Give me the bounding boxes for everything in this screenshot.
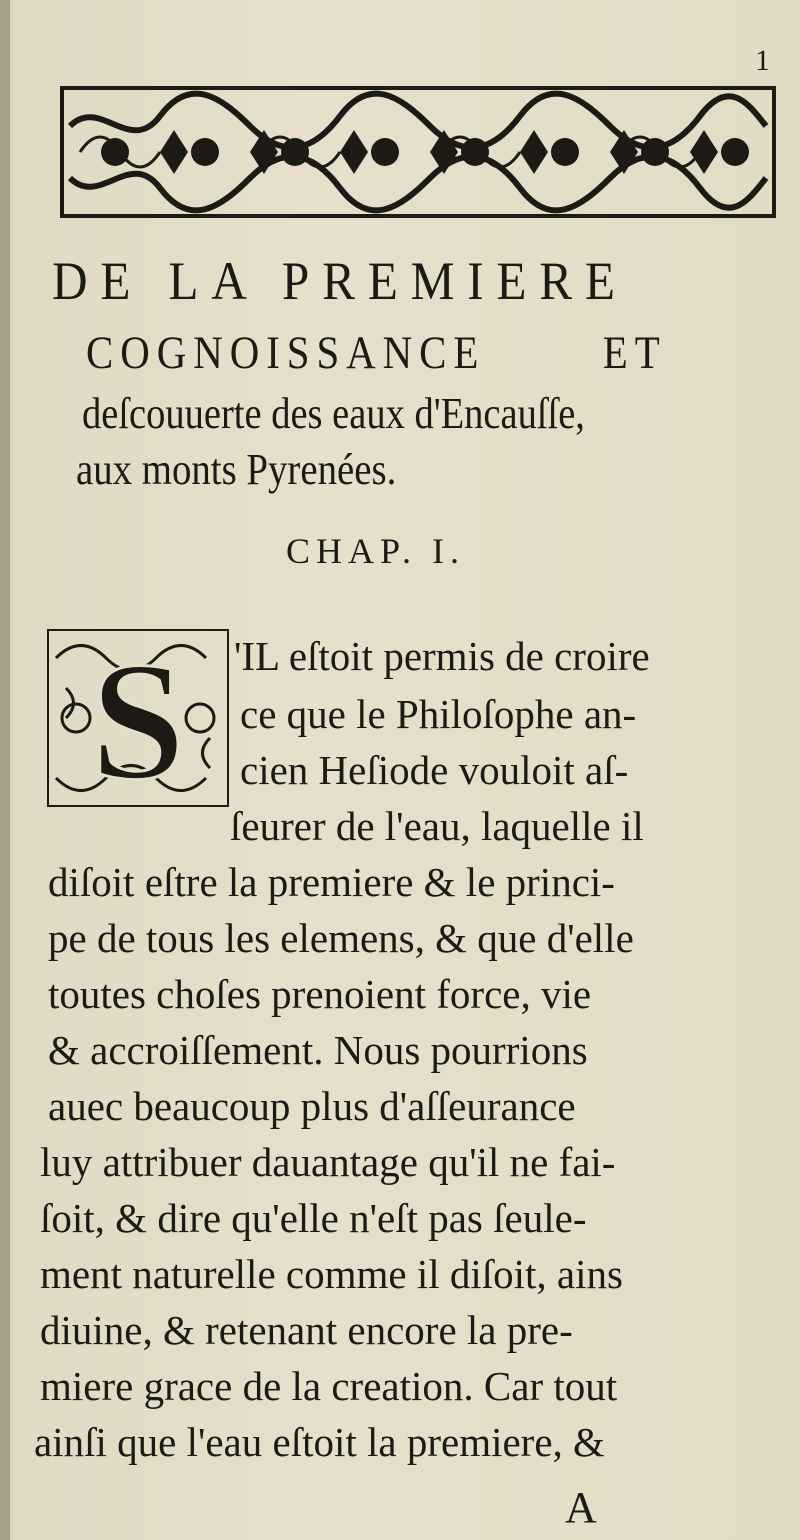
title-line-1: DE LA PREMIERE xyxy=(52,251,628,311)
title-line-2-word: COGNOISSANCE xyxy=(86,327,486,379)
title-line-4: aux monts Pyrenées. xyxy=(76,445,397,494)
body-line-11: ſoit, & dire qu'elle n'eſt pas ſeule- xyxy=(40,1195,587,1241)
body-line-15: ainſi que l'eau eſtoit la premiere, & xyxy=(34,1419,605,1465)
body-line-5: diſoit eſtre la premiere & le princi- xyxy=(48,859,615,905)
title-line-2-et: ET xyxy=(602,327,667,379)
body-line-8: & accroiſſement. Nous pourrions xyxy=(48,1027,588,1073)
title-line-2 xyxy=(86,326,782,380)
body-line-13: diuine, & retenant encore la pre- xyxy=(40,1307,573,1353)
body-line-4: ſeurer de l'eau, laquelle il xyxy=(230,803,644,849)
initial-letter: S xyxy=(90,628,186,808)
body-line-12: ment naturelle comme il diſoit, ains xyxy=(40,1251,623,1297)
body-line-9: auec beaucoup plus d'aſſeurance xyxy=(48,1083,576,1129)
chapter-heading: CHAP. I. xyxy=(286,531,466,571)
body-line-2: ce que le Philoſophe an- xyxy=(240,691,637,737)
body-line-6: pe de tous les elemens, & que d'elle xyxy=(48,915,634,961)
body-line-7: toutes choſes prenoient force, vie xyxy=(48,971,592,1017)
page-edge xyxy=(0,0,10,1540)
decorated-initial-s xyxy=(46,628,230,808)
floral-headband-ornament xyxy=(60,86,776,218)
body-line-14: miere grace de la creation. Car tout xyxy=(40,1363,618,1409)
folio-number: 1 xyxy=(755,44,770,77)
body-line-10: luy attribuer dauantage qu'il ne fai- xyxy=(40,1139,616,1185)
title-line-3: deſcouuerte des eaux d'Encauſſe, xyxy=(82,389,585,438)
signature-mark: A xyxy=(565,1483,597,1532)
body-line-1: 'IL eſtoit permis de croire xyxy=(234,633,650,679)
body-line-3: cien Heſiode vouloit aſ- xyxy=(240,747,629,793)
